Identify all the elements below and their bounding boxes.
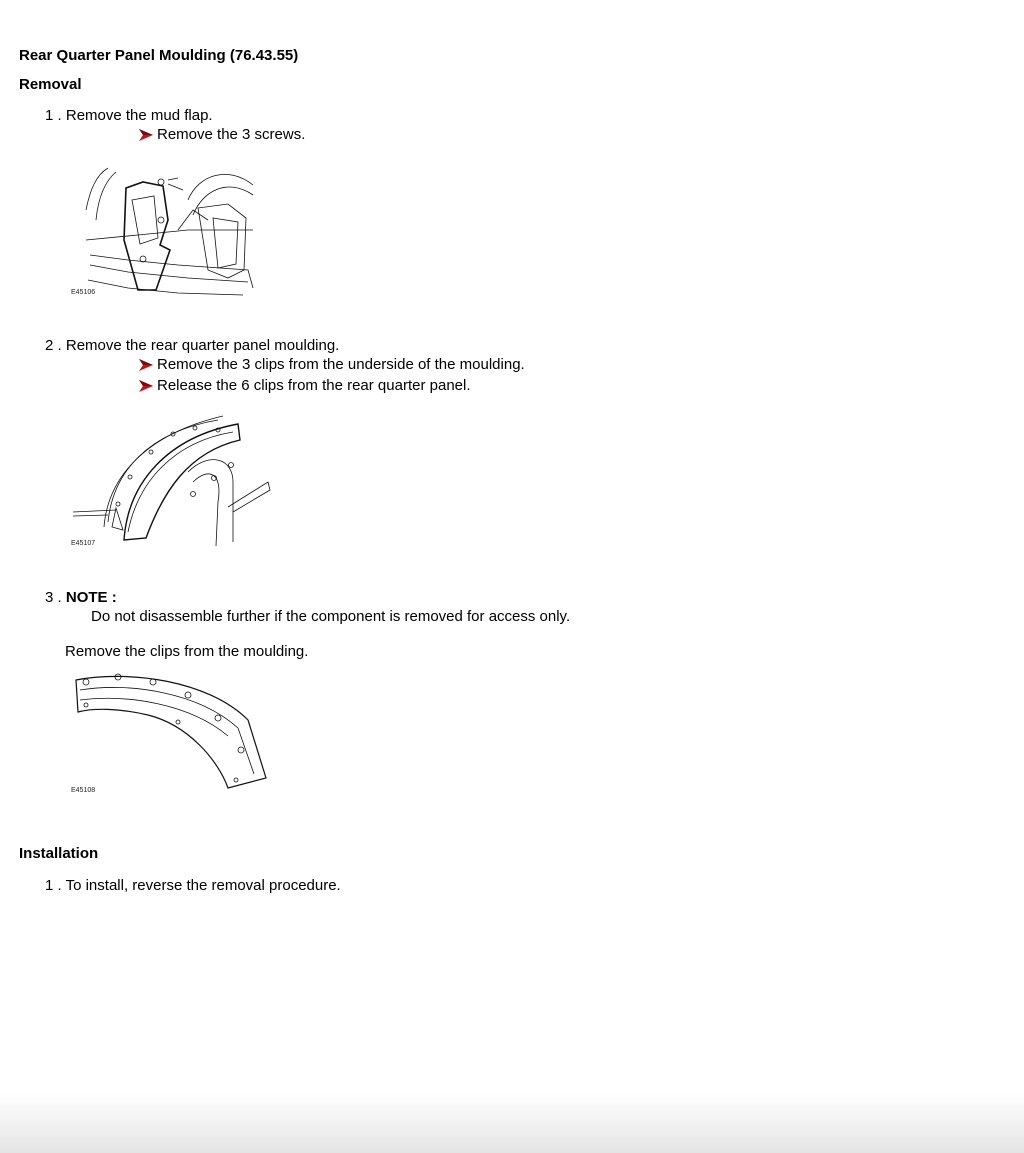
removal-step-2 <box>45 337 339 354</box>
installation-step-1 <box>45 877 341 894</box>
installation-heading: Installation <box>19 845 99 862</box>
figure-label: E45106 <box>71 289 96 296</box>
step-number: 1 . <box>45 107 62 124</box>
removal-step-2-subitem-1 <box>138 356 525 373</box>
removal-step-3-text: Remove the clips from the moulding. <box>65 643 309 660</box>
subitem-text: Remove the 3 clips from the underside of the moulding. <box>157 356 525 373</box>
page-title: Rear Quarter Panel Moulding (76.43.55) <box>19 47 299 64</box>
removal-heading: Removal <box>19 76 82 93</box>
step-number: 1 . <box>45 877 62 894</box>
subitem-text: Remove the 3 screws. <box>157 126 306 143</box>
step-number: 2 . <box>45 337 62 354</box>
mud-flap-illustration <box>68 160 263 300</box>
figure-label: E45107 <box>71 540 96 547</box>
moulding-clips-illustration <box>68 670 273 798</box>
bullet-arrow-icon <box>138 128 154 142</box>
step-text: To install, reverse the removal procedure. <box>65 877 341 894</box>
bullet-arrow-icon <box>138 358 154 372</box>
step-text: Remove the mud flap. <box>65 107 213 124</box>
removal-step-3 <box>45 589 117 606</box>
step-text: Remove the rear quarter panel moulding. <box>65 337 340 354</box>
removal-step-1-subitem-1 <box>138 126 305 143</box>
quarter-panel-moulding-illustration <box>68 412 273 552</box>
subitem-text: Release the 6 clips from the rear quarter panel. <box>157 377 471 394</box>
removal-step-2-subitem-2 <box>138 377 471 394</box>
bottom-fade <box>0 1093 1024 1153</box>
removal-step-1 <box>45 107 213 124</box>
step-number: 3 . <box>45 589 62 606</box>
note-text: Do not disassemble further if the component is removed for access only. <box>91 608 571 625</box>
bullet-arrow-icon <box>138 379 154 393</box>
figure-label: E45108 <box>71 787 96 794</box>
note-label: NOTE : <box>65 589 117 606</box>
